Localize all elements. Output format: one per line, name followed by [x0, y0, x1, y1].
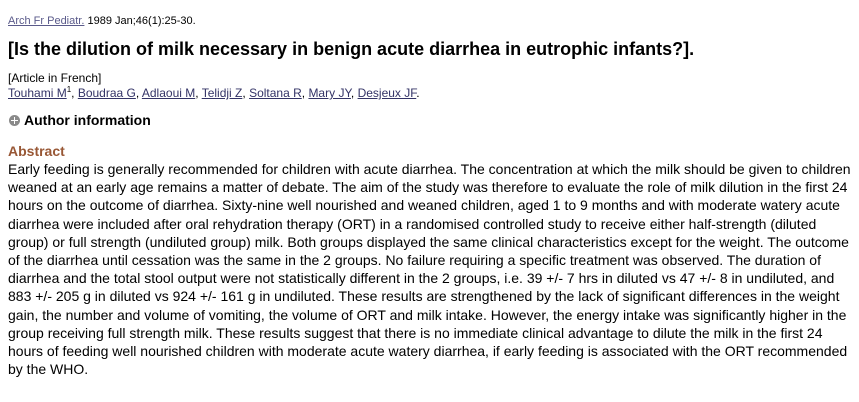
plus-circle-icon[interactable]: [9, 115, 20, 126]
abstract-text: Early feeding is generally recommended for children with acute diarrhea. The concentration at which the milk should be given to children weaned at an early age remains a matter of debate. The aim of the study was therefore to evaluate the role of milk dilution in the first 24 hours on the outcome of diarrhea. Sixty-nine well nourished and weaned children, aged 1 to 9 months and with moderate watery acute diarrhea were included after oral rehydration therapy (ORT) in a randomised controlled study to receive either half-strength (diluted group) or full strength (undiluted group) milk. Both groups displayed the same clinical characteristics except for the weight. The outcome of the diarrhea until cessation was the same in the 2 groups. No failure requiring a specific treatment was observed. The duration of diarrhea and the total stool output were not statistically different in the 2 groups, i.e. 39 +/- 7 hrs in diluted vs 47 +/- 8 in undiluted, and 883 +/- 205 g in diluted vs 924 +/- 161 g in undiluted. These results are strengthened by the lack of significant differences in the weight gain, the number and volume of vomiting, the volume of ORT and milk intake. However, the energy intake was significantly higher in the group receiving full strength milk. These results suggest that there is no immediate clinical advantage to dilute the milk in the first 24 hours of feeding well nourished children with moderate acute watery diarrhea, if early feeding is associated with the ORT recommended by the WHO.: [8, 161, 851, 378]
author-separator: ,: [242, 86, 250, 100]
affiliation-sup: 1: [66, 85, 72, 94]
citation-line: [8, 14, 853, 28]
journal-link[interactable]: Arch Fr Pediatr.: [8, 15, 85, 27]
author-link[interactable]: Boudraa G: [77, 86, 136, 100]
author-list: [8, 86, 853, 101]
article-page: [8, 14, 853, 378]
article-title: [Is the dilution of milk necessary in benign acute diarrhea in eutrophic infants?].: [8, 39, 695, 59]
language-note: [Article in French]: [8, 71, 102, 85]
citation-details: 1989 Jan;46(1):25-30.: [84, 15, 196, 27]
author-link[interactable]: Telidji Z: [201, 86, 243, 100]
author-separator: .: [416, 86, 420, 100]
author-separator: ,: [350, 86, 358, 100]
author-separator: ,: [301, 86, 309, 100]
author-separator: ,: [195, 86, 202, 100]
abstract-heading: Abstract: [8, 143, 65, 159]
author-link[interactable]: Adlaoui M: [141, 86, 196, 100]
author-link[interactable]: Soltana R: [249, 86, 302, 100]
author-information-toggle[interactable]: [8, 111, 853, 129]
author-information-label: Author information: [24, 112, 151, 128]
author-link[interactable]: Mary JY: [308, 86, 351, 100]
author-separator: ,: [135, 86, 142, 100]
author-link[interactable]: Desjeux JF: [357, 86, 417, 100]
author-separator: ,: [71, 86, 78, 100]
author-link[interactable]: Touhami M: [8, 86, 67, 100]
